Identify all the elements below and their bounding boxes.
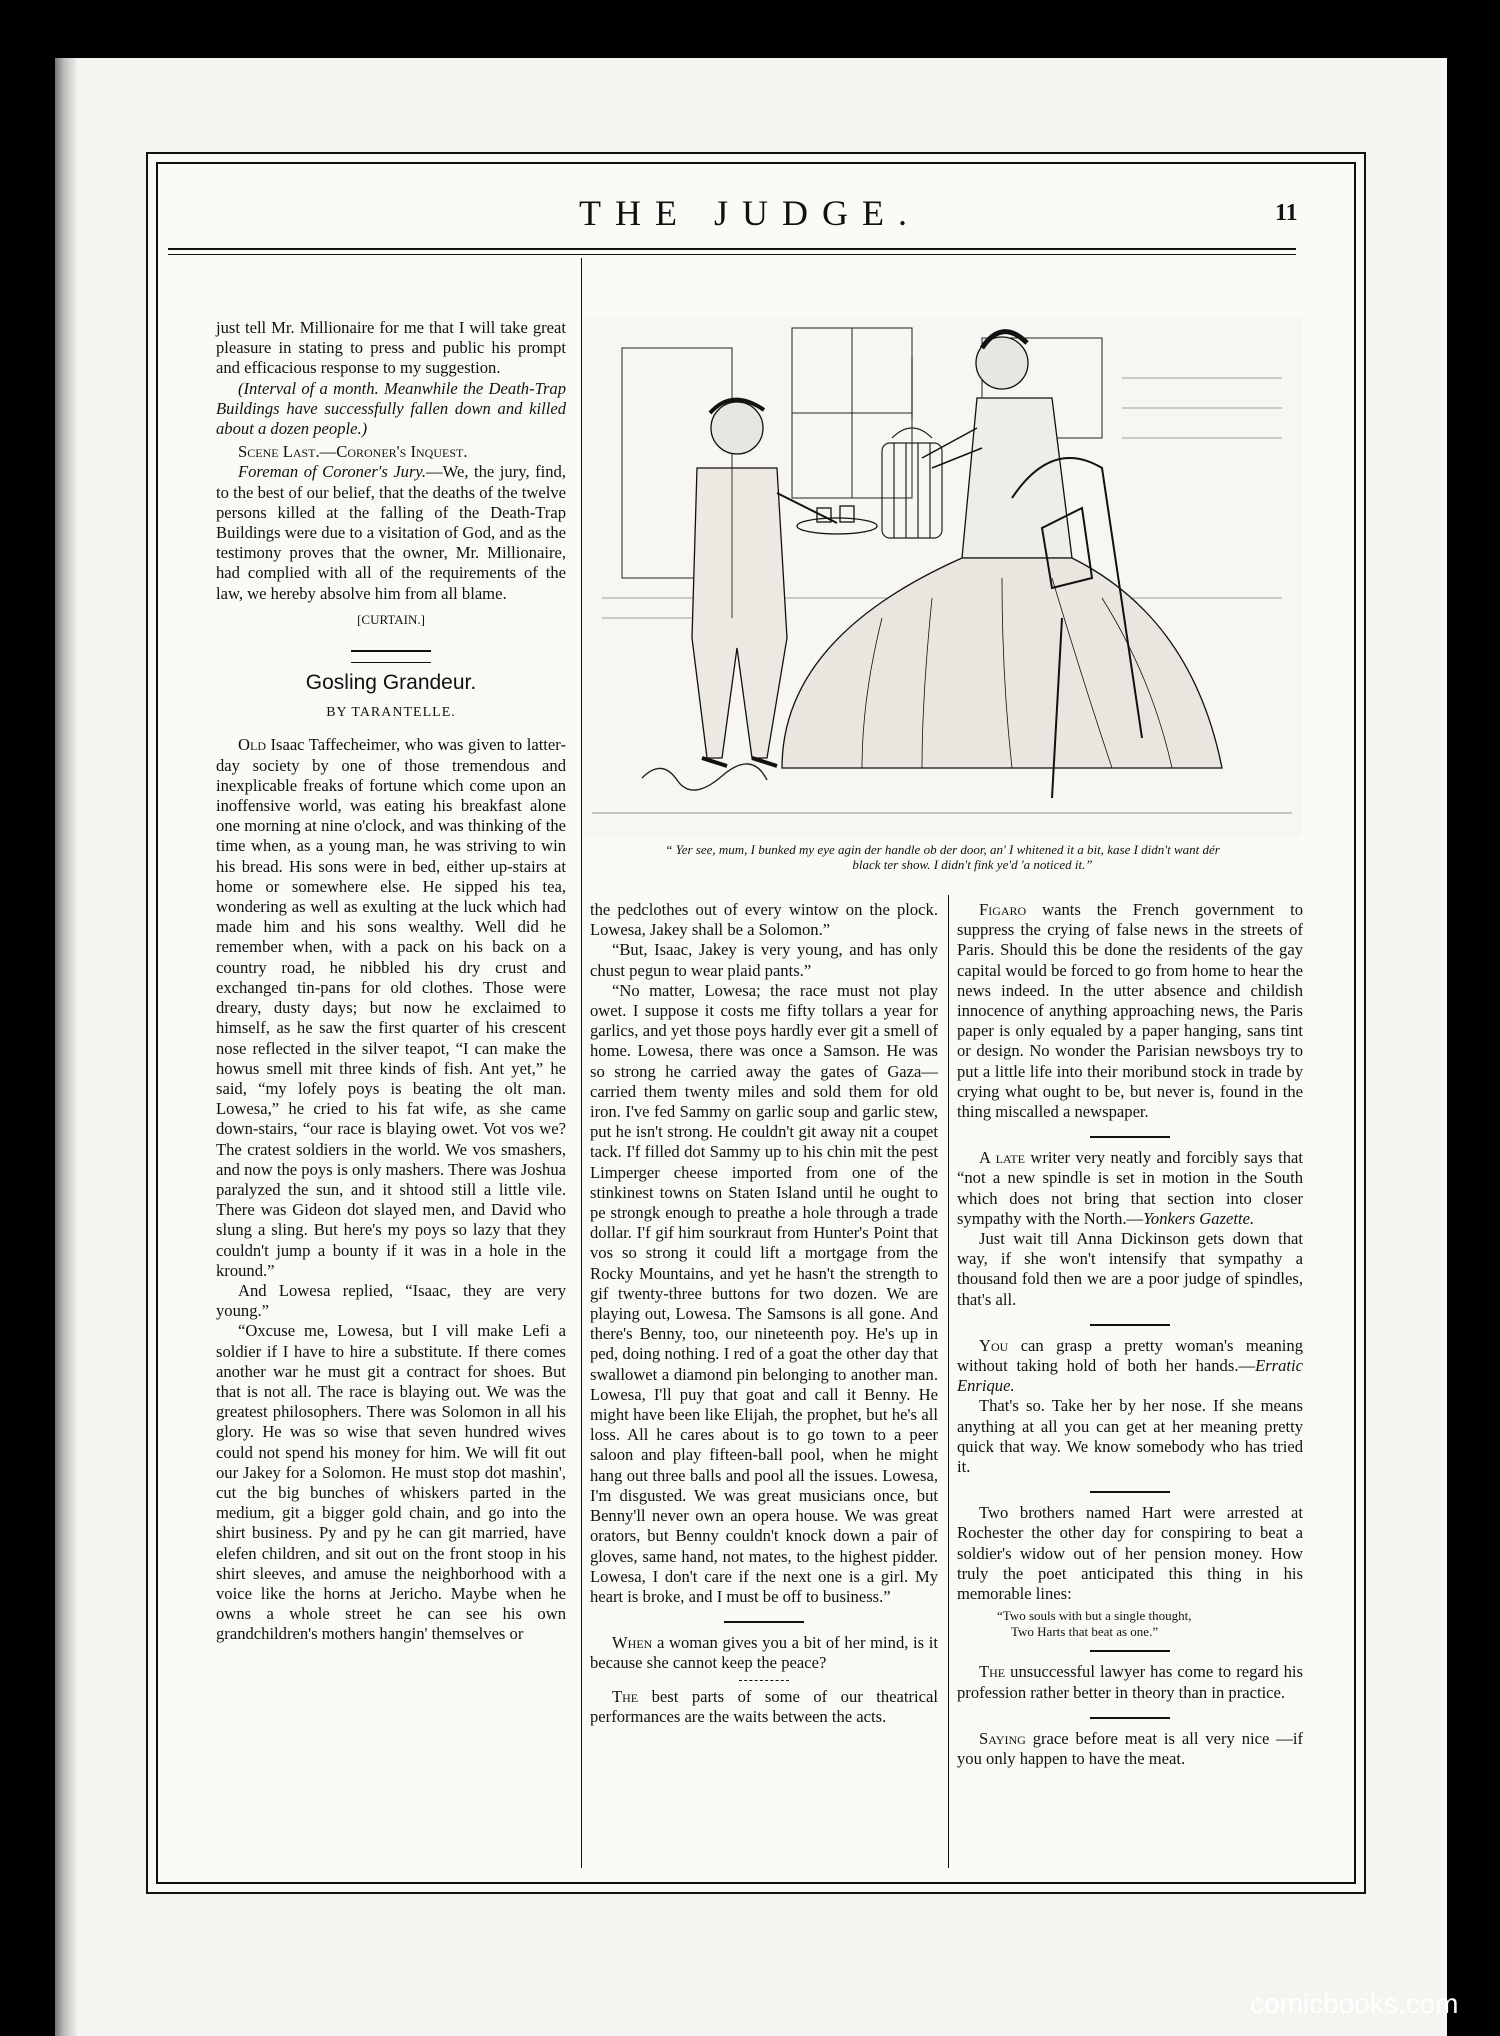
page-number: 11	[1275, 200, 1298, 226]
column-3	[957, 900, 1303, 1769]
column-divider	[948, 895, 949, 1868]
drop-lead: Old	[238, 735, 266, 755]
paragraph: just tell Mr. Millionaire for me that I will take great pleasure in stating to press and public his prompt and efficacious response to my suggestion.	[216, 318, 566, 378]
site-watermark: comicbooks.com	[1250, 1988, 1459, 2019]
story-title: Gosling Grandeur.	[305, 671, 477, 695]
section-rule	[1090, 1136, 1170, 1138]
speaker-label: Foreman of Coroner's Jury.	[238, 462, 427, 482]
paragraph	[957, 1148, 1303, 1229]
masthead-rule-thin	[168, 254, 1296, 255]
paragraph-text: Isaac Taffecheimer, who was given to latter-day society by one of those tremendous and inexplicable freaks of fortune which come upon an inoffensive world, was eating his breakfast alone one morning at nine o'clock, and was thinking of the time when, as a young man, he was striving to win his bread. His sons were in bed, either up-stairs at home or somewhere else. He sipped his tea, wondering as well as exulting at the luck which had made him and his sons wealthy. Well did he remember when, with a pack on his back on a country road, he nibbled his dry crust and exchanged tin-pans for old clothes. Those were dreary, dusty days; but now he exclaimed to himself, as he saw the first quarter of his crescent nose reflected in the silver teapot, “I can make the howus smell mit three kinds of fish. Ant yet,” he said, “my lofely poys is beating the olt man. Lowesa,” he cried to his fat wife, as she came down-stairs, “our race is blaying owet. Vot vos we? The cratest soldiers in the world. We vos smashers, and now the poys is only mashers. There was Joshua paralyzed the sun, and it shtood still a little vile. There was Gideon dot slayed men, and David who slung a sling. But here's my poys so lazy that they couldn't jump a bounty if it was in a hole in the kround.”	[216, 735, 566, 1280]
lead-word: A late	[979, 1148, 1025, 1168]
verse-quote	[997, 1608, 1303, 1640]
lead-word: The	[979, 1662, 1006, 1682]
section-rule	[1090, 1717, 1170, 1719]
paragraph: That's so. Take her by her nose. If she means anything at all you can get at her meaning pretty quick that way. We know somebody who has tried it.	[957, 1396, 1303, 1477]
section-rule	[724, 1621, 804, 1623]
paragraph	[957, 1729, 1303, 1769]
paragraph: “But, Isaac, Jakey is very young, and has only chust pegun to wear plaid pants.”	[590, 940, 938, 980]
lead-word: Saying	[979, 1728, 1026, 1748]
paragraph-text: writer very neatly and forcibly says that “not a new spindle is set in motion in the South which does not bring that section into closer sympathy with the North.—	[957, 1148, 1304, 1228]
lead-word: You	[979, 1335, 1009, 1355]
spine-shadow	[55, 58, 77, 2036]
paragraph: And Lowesa replied, “Isaac, they are very young.”	[216, 1280, 566, 1321]
paragraph	[590, 1687, 938, 1727]
section-rule	[1090, 1324, 1170, 1326]
paragraph-text: unsuccessful lawyer has come to regard his profession rather better in theory than in practice.	[957, 1662, 1303, 1702]
section-rule	[739, 1680, 789, 1681]
lead-word: When	[612, 1633, 653, 1653]
scene-heading: Scene Last.—Coroner's Inquest.	[238, 442, 468, 462]
caption-line: “ Yer see, mum, I bunked my eye agin der handle ob der door, an' I whitened it a bit, kase I didn't want dér	[665, 842, 1220, 857]
section-rule	[351, 662, 431, 663]
masthead-title: THE JUDGE.	[579, 193, 921, 233]
caption-line: black ter show. I didn't fink ye'd 'a noticed it.”	[852, 857, 1093, 872]
paragraph	[216, 735, 566, 1280]
column-2	[590, 900, 938, 1727]
illustration-caption	[585, 842, 1300, 872]
paragraph	[216, 462, 566, 603]
section-rule	[1090, 1491, 1170, 1493]
speech: —We, the jury, find, to the best of our belief, that the deaths of the twelve persons killed at the falling of the Death-Trap Buildings were due to a visitation of God, and as the testimony proves that the owner, Mr. Millionaire, had complied with all of the requirements of the law, we hereby absolve him from all blame.	[216, 462, 567, 603]
paragraph-text: a woman gives you a bit of her mind, is it because she cannot keep the peace?	[590, 1633, 938, 1673]
paragraph: Two brothers named Hart were arrested at Rochester the other day for conspiring to beat a soldier's widow out of her pension money. How truly the poet anticipated this thing in his memorable lines:	[957, 1503, 1303, 1604]
verse-line: “Two souls with but a single thought,	[997, 1608, 1192, 1624]
section-rule	[351, 650, 431, 652]
paragraph-text: can grasp a pretty woman's meaning without taking hold of both her hands.—	[957, 1335, 1303, 1376]
source-credit: Yonkers Gazette.	[1143, 1208, 1255, 1228]
paragraph	[957, 1336, 1303, 1397]
section-rule	[1090, 1650, 1170, 1652]
source-credit: Erratic Enrique.	[957, 1356, 1303, 1396]
stage-direction: (Interval of a month. Meanwhile the Death-Trap Buildings have successfully fallen down and killed about a dozen people.)	[216, 378, 566, 439]
masthead-rule	[168, 248, 1296, 250]
verse-line: Two Harts that beat as one.”	[1011, 1624, 1159, 1640]
paragraph: “No matter, Lowesa; the race must not play owet. I suppose it costs me fifty tollars a year for garlics, and yet those poys hardly ever git a smell of home. Lowesa, there was once a Samson. He was so strong he carried away the gates of Gaza—carried them twenty miles and sold them for old iron. I've fed Sammy on garlic soup and garlic stew, put he isn't strong. He couldn't git away nit a coupet tack. I'f filled dot Sammy up to his chin mit the pest Limperger cheese imported from one of the stinkinest towns on Staten Island until he ought to pe strongk enough to preathe a hole through a trade dollar. I'f gif him sourkraut from Hunter's Point that vos so strong it could lift a mortgage from the Rocky Mountains, and yet he hasn't the strength to gif twenty-three buttons for two dozen. We are playing out, Lowesa. The Samsons is all gone. And there's Benny, too, our nineteenth poy. He's up in ped, doing nothing. I red of a goat the other day that swallowet a diamond pin belonging to another man. Lowesa, I'll puy that goat and call it Benny. He might have been like Elijah, the prophet, but he's all loss. All he cares about is to go town to a peer saloon and play fifteen-ball pool, when he might hang out three balls and pool all the issues. Lowesa, I'm disgusted. We was great musicians once, but Benny'll never own an opera house. We was great orators, but Benny couldn't knock down a pair of gloves, same hand, not mates, to the highest pidder. Lowesa, I don't care if the next one is a girl. My heart is broke, and I must be off to business.”	[590, 980, 938, 1606]
paragraph-text: grace before meat is all very nice —if you only happen to have the meat.	[957, 1728, 1303, 1768]
curtain-note: [CURTAIN.]	[357, 611, 425, 627]
paragraph	[957, 1662, 1303, 1702]
story-byline: BY TARANTELLE.	[326, 705, 456, 721]
paragraph-text: best parts of some of our theatrical performances are the waits between the acts.	[590, 1686, 938, 1726]
paragraph	[957, 900, 1303, 1122]
paragraph: “Oxcuse me, Lowesa, but I vill make Lefi a soldier if I have to hire a substitute. If there comes another war he must git a contract for shoes. But that is not all. The race is blaying out. We was the greatest philosophers. There was Solomon in all his glory. He was so wise that seven hundred wives could not spend his money for him. We will fit out our Jakey for a Solomon. He must stop dot mashin', cut the big bunches of whiskers parted in the medium, git a bigger gold chain, and go into the shirt business. Py and py he can git married, have elefen children, and sit out on the front stoop in his shirt sleeves, and amuse the neighborhood with a voice like the horns at Jericho. Maybe when he owns a whole street he can see his own grandchildren's mothers hangin' themselves or	[216, 1321, 566, 1644]
paragraph	[590, 1633, 938, 1673]
engraving-illustration	[582, 318, 1302, 838]
paragraph-text: wants the French government to suppress the crying of false news in the streets of Paris. Should this be done the residents of the gay capital would be forced to go from home to hear the news indeed. In the utter absence and childish innocence of anything approaching news, the Paris paper is only equaled by a paper hanging, sans tint or design. No wonder the Parisian newsboys try to put a little life into their moribund stock in trade by crying what ought to be, but never is, found in the thing miscalled a newspaper.	[957, 900, 1303, 1122]
lead-word: The	[612, 1686, 639, 1706]
paragraph: Just wait till Anna Dickinson gets down that way, if she won't intensify that sympathy a thousand fold then we are a poor judge of spindles, that's all.	[957, 1229, 1303, 1309]
paragraph: the pedclothes out of every wintow on the plock. Lowesa, Jakey shall be a Solomon.”	[590, 900, 938, 940]
column-1	[216, 318, 566, 1645]
lead-word: Figaro	[979, 900, 1027, 919]
